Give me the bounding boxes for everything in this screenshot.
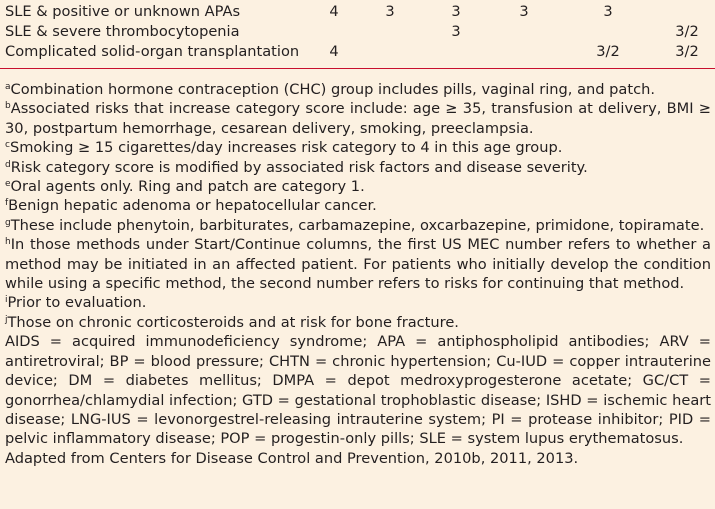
footnote <box>5 158 711 177</box>
footnote-mark: a <box>5 82 11 93</box>
table-cell: 3/2 <box>675 43 699 60</box>
row-label: Complicated solid-organ transplantation <box>5 43 300 60</box>
table-divider <box>0 68 715 69</box>
abbreviations: AIDS = acquired immunodeficiency syndrome; APA = antiphospholipid antibodies; ARV = antiretroviral; BP = blood pressure; CHTN = chronic hypertension; Cu-IUD = copper intrauterine device; DM = diabetes mellitus; DMPA = depot medroxyprogesterone acetate; GC/CT = gonorrhea/chlamydial infection; GTD = gestational trophoblastic disease; ISHD = ischemic heart disease; LNG-IUS = levonorgestrel-releasing intrauterine system; PI = protease inhibitor; PID = pelvic inflammatory disease; POP = progestin-only pills; SLE = system lupus erythematosus. <box>5 333 711 448</box>
footnote-mark: c <box>5 140 10 151</box>
footnote <box>5 138 711 157</box>
footnote <box>5 293 711 312</box>
footnote-text: Those on chronic corticosteroids and at risk for bone fracture. <box>7 313 459 331</box>
table-notes <box>5 80 711 468</box>
footnote-text: In those methods under Start/Continue columns, the first US MEC number refers to whether a method may be initiated in an affected patient. For patients who initially develop the condition while using a specific method, the second number refers to risks for continuing that method. <box>5 236 711 293</box>
footnote-mark: f <box>5 198 9 209</box>
footnote-text: Combination hormone contraception (CHC) group includes pills, vaginal ring, and patch. <box>10 81 656 98</box>
footnote <box>5 80 711 99</box>
table-cell: 3 <box>603 3 613 20</box>
table-cell: 3 <box>451 3 461 20</box>
footnote-mark: b <box>5 101 11 112</box>
table-row <box>5 2 710 22</box>
footnote-mark: j <box>5 314 8 325</box>
footnote <box>5 313 711 332</box>
row-label: SLE & positive or unknown APAs <box>5 3 241 20</box>
footnote-text: Oral agents only. Ring and patch are category 1. <box>10 178 365 196</box>
table-row <box>5 42 710 62</box>
footnote-text: Smoking ≥ 15 cigarettes/day increases risk category to 4 in this age group. <box>9 139 563 157</box>
table-cell: 4 <box>329 3 339 20</box>
footnote <box>5 216 711 235</box>
table-cell: 3 <box>451 23 461 40</box>
footnote <box>5 196 711 215</box>
footnote <box>5 235 711 293</box>
table-cell: 3 <box>385 3 395 20</box>
row-label: SLE & severe thrombocytopenia <box>5 23 240 40</box>
table-cell: 3/2 <box>675 23 699 40</box>
footnote <box>5 99 711 138</box>
footnote-text: Associated risks that increase category score include: age ≥ 35, transfusion at delivery, BMI ≥ 30, postpartum hemorrhage, cesarean delivery, smoking, preeclampsia. <box>5 100 711 137</box>
source-credit: Adapted from Centers for Disease Control and Prevention, 2010b, 2011, 2013. <box>5 449 579 467</box>
table-cell: 4 <box>329 43 339 60</box>
footnote-mark: i <box>5 295 8 306</box>
table-cell: 3/2 <box>596 43 620 60</box>
table-cell: 3 <box>519 3 529 20</box>
footnote-mark: d <box>5 159 11 170</box>
footnote-mark: h <box>5 237 11 248</box>
footnote-text: These include phenytoin, barbiturates, carbamazepine, oxcarbazepine, primidone, topiramate. <box>10 216 705 234</box>
footnote-mark: e <box>5 179 11 190</box>
footnote-text: Prior to evaluation. <box>7 294 147 312</box>
footnote-text: Benign hepatic adenoma or hepatocellular cancer. <box>8 197 377 215</box>
footnote <box>5 177 711 196</box>
footnote-mark: g <box>5 217 11 228</box>
footnote-text: Risk category score is modified by associated risk factors and disease severity. <box>10 158 588 176</box>
table-row <box>5 22 710 42</box>
